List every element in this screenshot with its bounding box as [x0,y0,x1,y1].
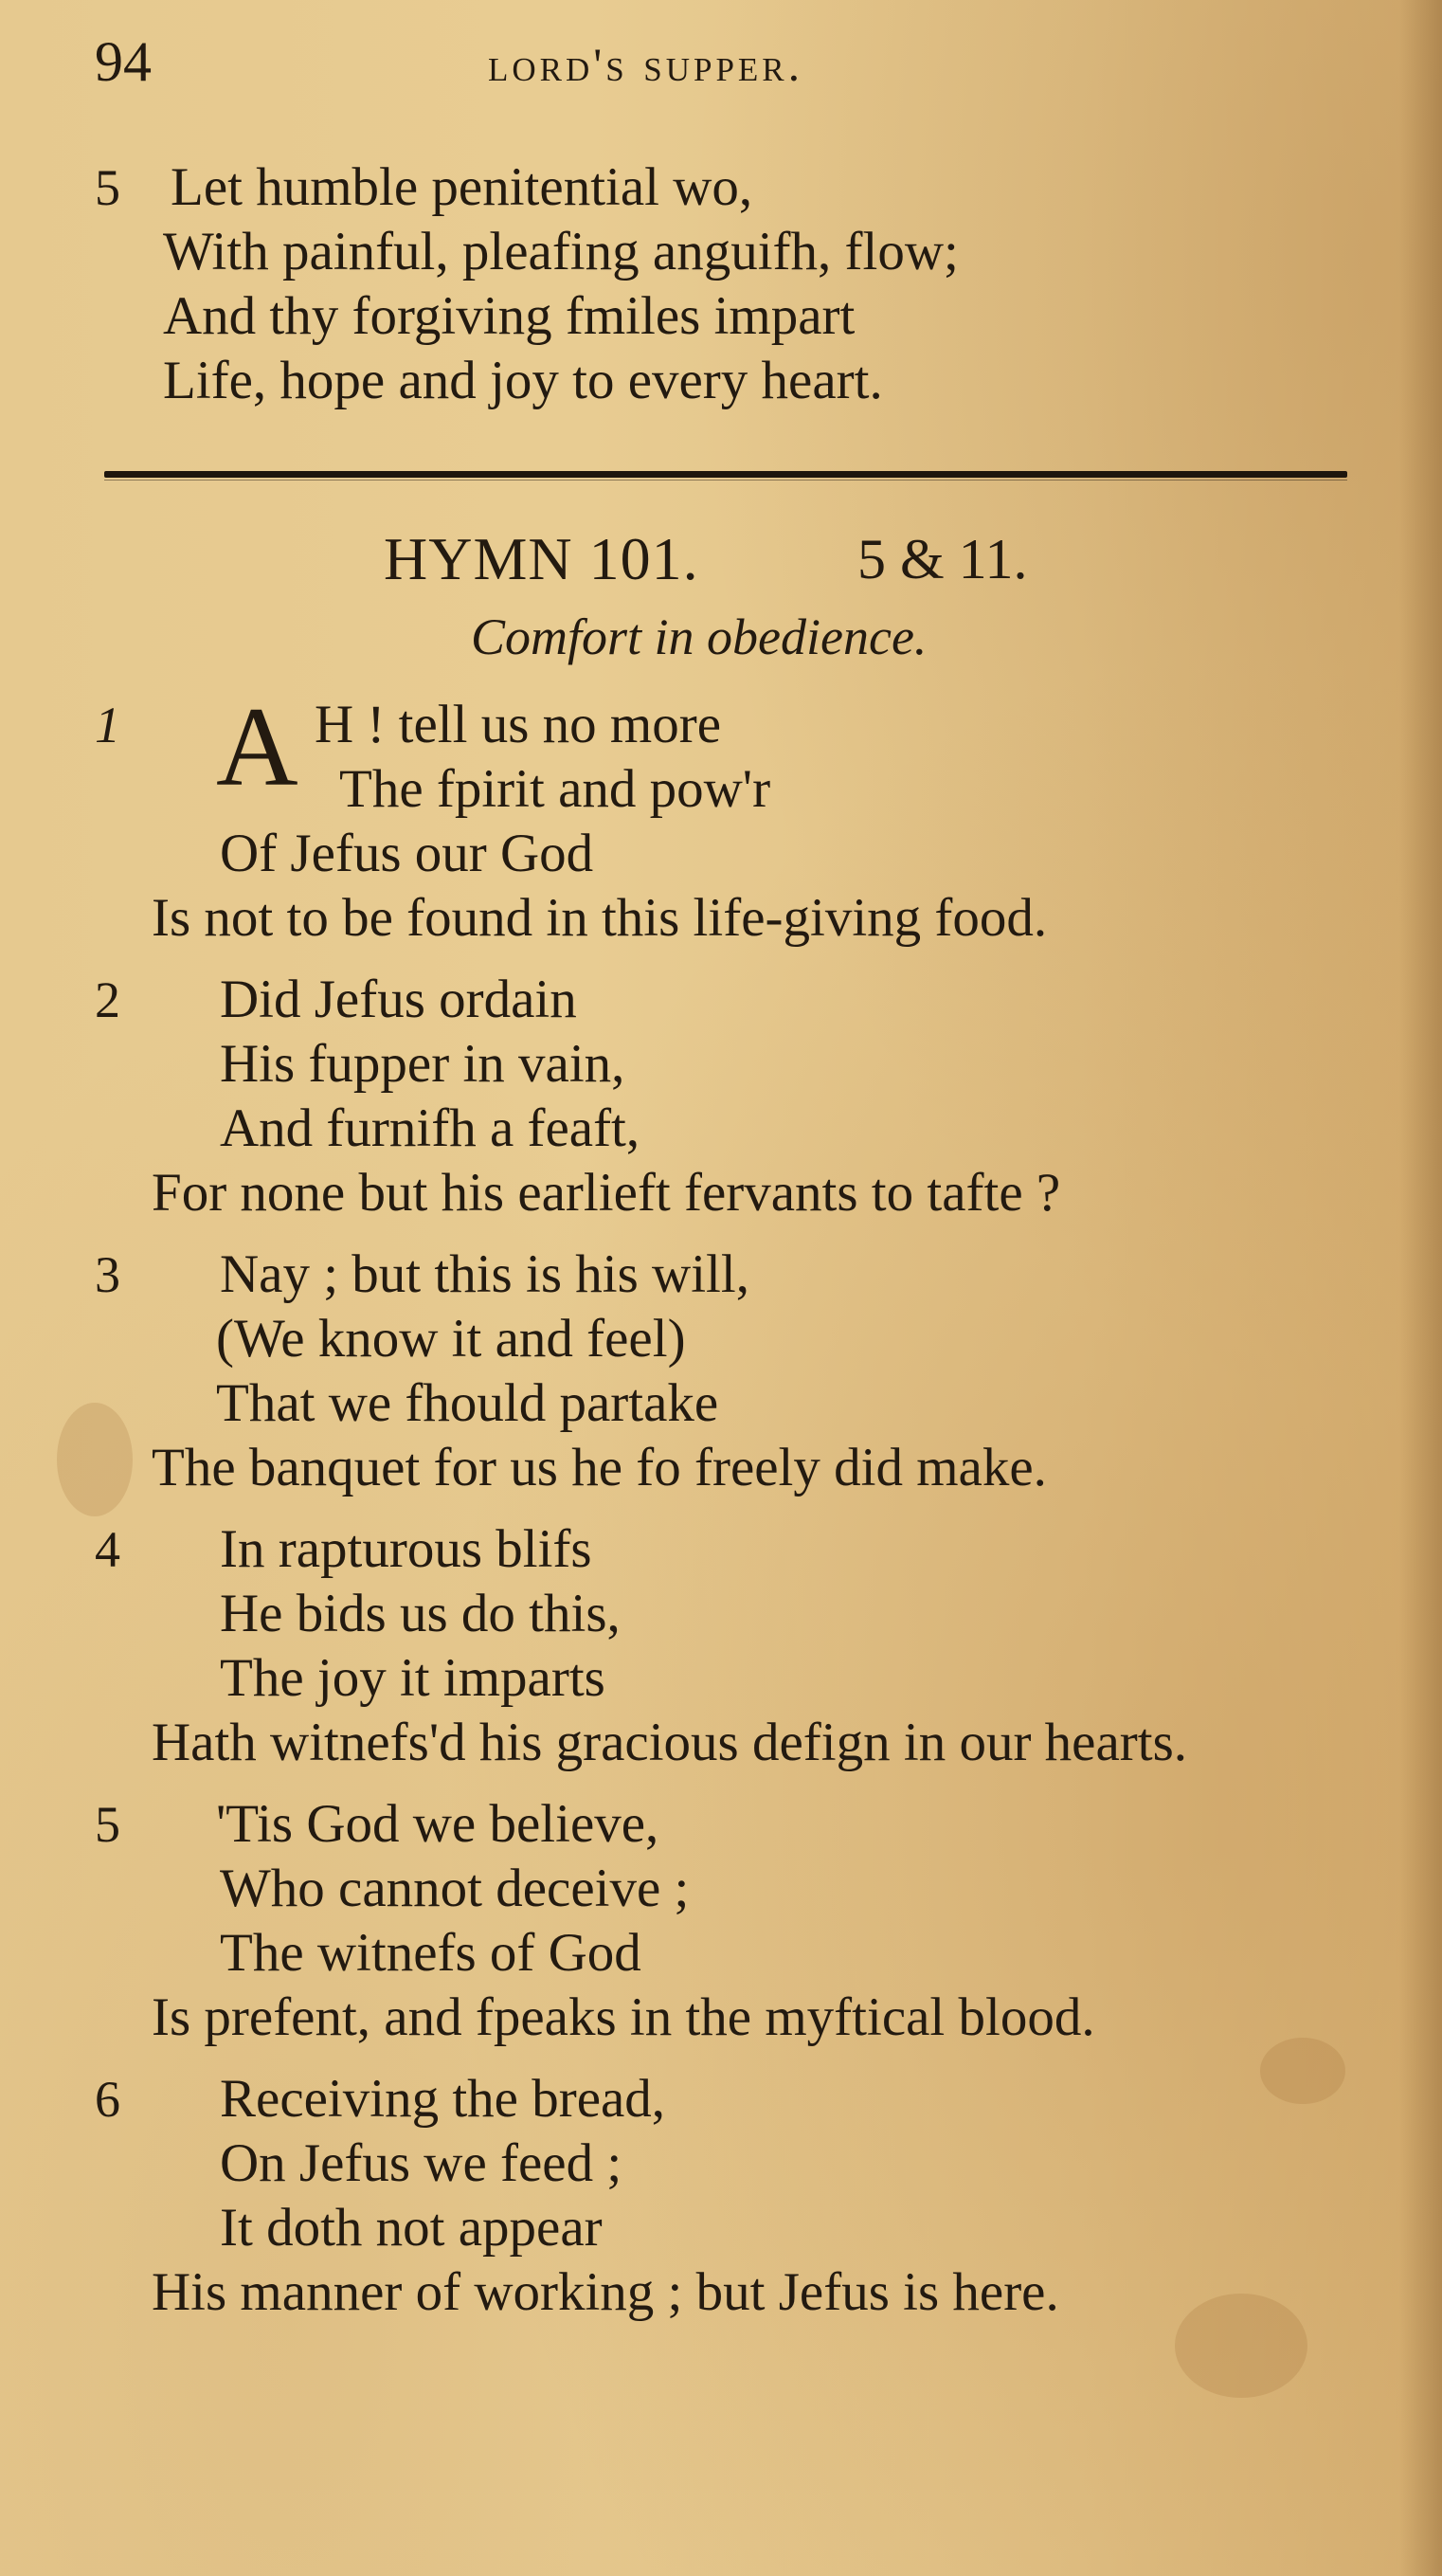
verse-line: 'Tis God we believe, [216,1794,659,1854]
page-number: 94 [95,30,152,93]
verse-line: Receiving the bread, [220,2069,666,2129]
hymn-title: HYMN 101. [384,525,699,592]
verse-line: The banquet for us he fo freely did make. [152,1438,1047,1497]
foxing-stain [57,1403,133,1516]
verse-line: On Jefus we feed ; [220,2133,622,2193]
verse-line: Did Jefus ordain [220,970,577,1029]
stanza-number: 2 [95,971,120,1028]
verse-line: H ! tell us no more [315,695,722,754]
stanza-number: 5 [95,159,120,216]
stanza-number: 5 [95,1796,120,1853]
verse-line: And furnifh a feaft, [220,1098,640,1158]
verse-line: Is prefent, and fpeaks in the myftical blood. [152,1987,1095,2047]
section-divider [104,471,1347,478]
verse-line: Of Jefus our God [220,824,594,883]
drop-cap: A [216,683,298,809]
verse-line: The fpirit and pow'r [339,759,771,819]
verse-line: It doth not appear [220,2198,603,2258]
hymn-meter: 5 & 11. [857,528,1028,590]
stanza-number: 4 [95,1521,120,1578]
verse-line: Nay ; but this is his will, [220,1244,749,1304]
verse-line: The joy it imparts [220,1648,605,1708]
hymn-subtitle: Comfort in obedience. [471,608,928,665]
verse-line: Hath witnefs'd his gracious defign in our hearts. [152,1713,1188,1772]
verse-line: Let humble penitential wo, [171,157,753,217]
stanza-number: 1 [95,697,120,753]
verse-line: For none but his earlieft fervants to tafte ? [152,1163,1061,1223]
verse-line: And thy forgiving fmiles impart [163,286,856,346]
verse-line: He bids us do this, [220,1584,621,1643]
section-divider-hairline [104,480,1347,481]
verse-line: That we fhould partake [216,1373,719,1433]
page-edge-shadow [1399,0,1442,2576]
verse-line: With painful, pleafing anguifh, flow; [163,222,959,281]
verse-line: His manner of working ; but Jefus is here. [152,2262,1059,2322]
verse-line: Who cannot deceive ; [220,1859,690,1918]
verse-line: (We know it and feel) [216,1309,686,1369]
stanza-number: 6 [95,2071,120,2128]
verse-line: In rapturous blifs [220,1519,592,1579]
running-head: lord's supper. [488,38,804,91]
verse-line: Is not to be found in this life-giving food. [152,888,1048,948]
verse-line: The witnefs of God [220,1923,641,1983]
foxing-stain [1175,2294,1307,2398]
verse-line: His fupper in vain, [220,1034,625,1094]
foxing-stain [1260,2038,1345,2104]
stanza-number: 3 [95,1246,120,1303]
verse-line: Life, hope and joy to every heart. [163,351,883,410]
